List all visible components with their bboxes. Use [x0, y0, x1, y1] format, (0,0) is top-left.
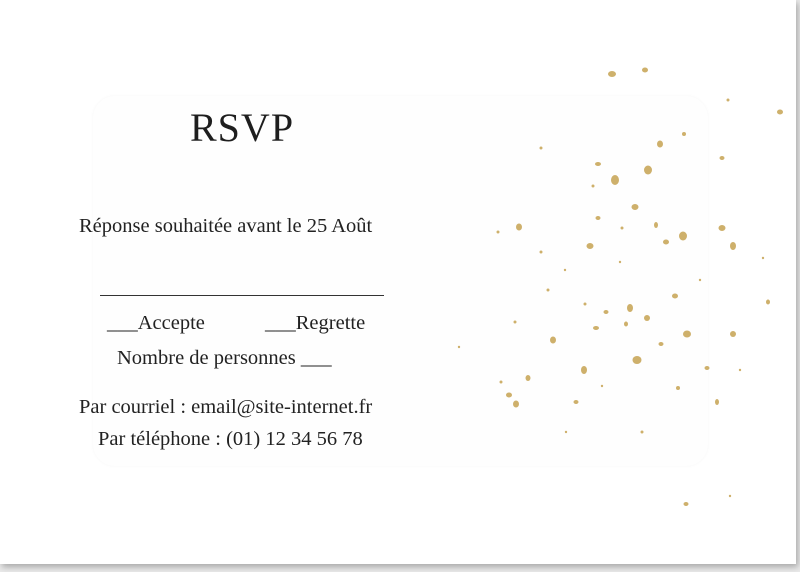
page-title: RSVP: [190, 105, 295, 150]
response-deadline: Réponse souhaitée avant le 25 Août: [79, 215, 373, 237]
accept-option: ___Accepte: [107, 312, 205, 334]
name-blank-line: [100, 295, 384, 296]
email-contact: Par courriel : email@site-internet.fr: [79, 396, 373, 418]
phone-contact: Par téléphone : (01) 12 34 56 78: [98, 428, 363, 450]
regret-option: ___Regrette: [265, 312, 366, 334]
guest-count-line: Nombre de personnes ___: [117, 347, 332, 369]
